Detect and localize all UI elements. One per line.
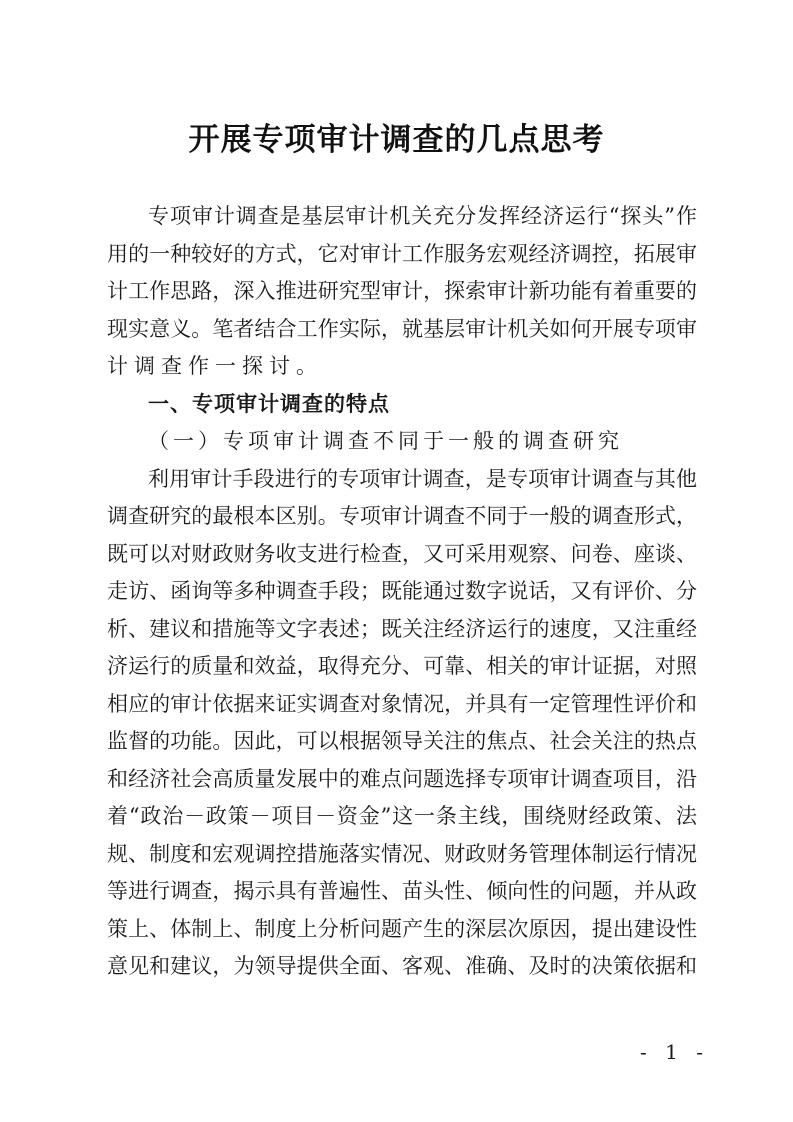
intro-line: 计调查作一探讨。: [107, 354, 323, 378]
intro-line: 用的一种较好的方式，它对审计工作服务宏观经济调控，拓展审: [107, 241, 697, 266]
intro-line: 专项审计调查是基层审计机关充分发挥经济运行“探头”作: [148, 204, 697, 228]
para-line: 调查研究的最根本区别。专项审计调查不同于一般的调查形式，: [107, 504, 697, 528]
para-line: 济运行的质量和效益，取得充分、可靠、相关的审计证据，对照: [107, 654, 697, 678]
document-body: [107, 198, 697, 986]
intro-line: 计工作思路，深入推进研究型审计，探索审计新功能有着重要的: [107, 279, 697, 303]
intro-line: 现实意义。笔者结合工作实际，就基层审计机关如何开展专项审: [107, 316, 697, 341]
para-line: 意见和建议，为领导提供全面、客观、准确、及时的决策依据和: [107, 954, 697, 978]
para-line: 析、建议和措施等文字表述；既关注经济运行的速度，又注重经: [107, 616, 697, 641]
page-number: - 1 -: [640, 1040, 709, 1064]
para-line: 策上、体制上、制度上分析问题产生的深层次原因，提出建设性: [107, 916, 697, 941]
para-line: 等进行调查，揭示具有普遍性、苗头性、倾向性的问题，并从政: [107, 879, 697, 903]
para-line: 着“政治－政策－项目－资金”这一条主线，围绕财经政策、法: [107, 804, 697, 828]
section-heading: 一、专项审计调查的特点: [148, 391, 390, 416]
subsection-heading: （一）专项审计调查不同于一般的调查研究: [148, 429, 623, 453]
para-line: 规、制度和宏观调控措施落实情况、财政财务管理体制运行情况: [107, 841, 697, 866]
para-line: 利用审计手段进行的专项审计调查，是专项审计调查与其他: [148, 466, 697, 491]
para-line: 监督的功能。因此，可以根据领导关注的焦点、社会关注的热点: [107, 729, 697, 753]
para-line: 既可以对财政财务收支进行检查，又可采用观察、问卷、座谈、: [107, 541, 697, 566]
para-line: 走访、函询等多种调查手段；既能通过数字说话，又有评价、分: [107, 579, 697, 603]
document-title: 开展专项审计调查的几点思考: [188, 122, 605, 158]
para-line: 相应的审计依据来证实调查对象情况，并具有一定管理性评价和: [107, 691, 697, 716]
para-line: 和经济社会高质量发展中的难点问题选择专项审计调查项目，沿: [107, 766, 697, 791]
